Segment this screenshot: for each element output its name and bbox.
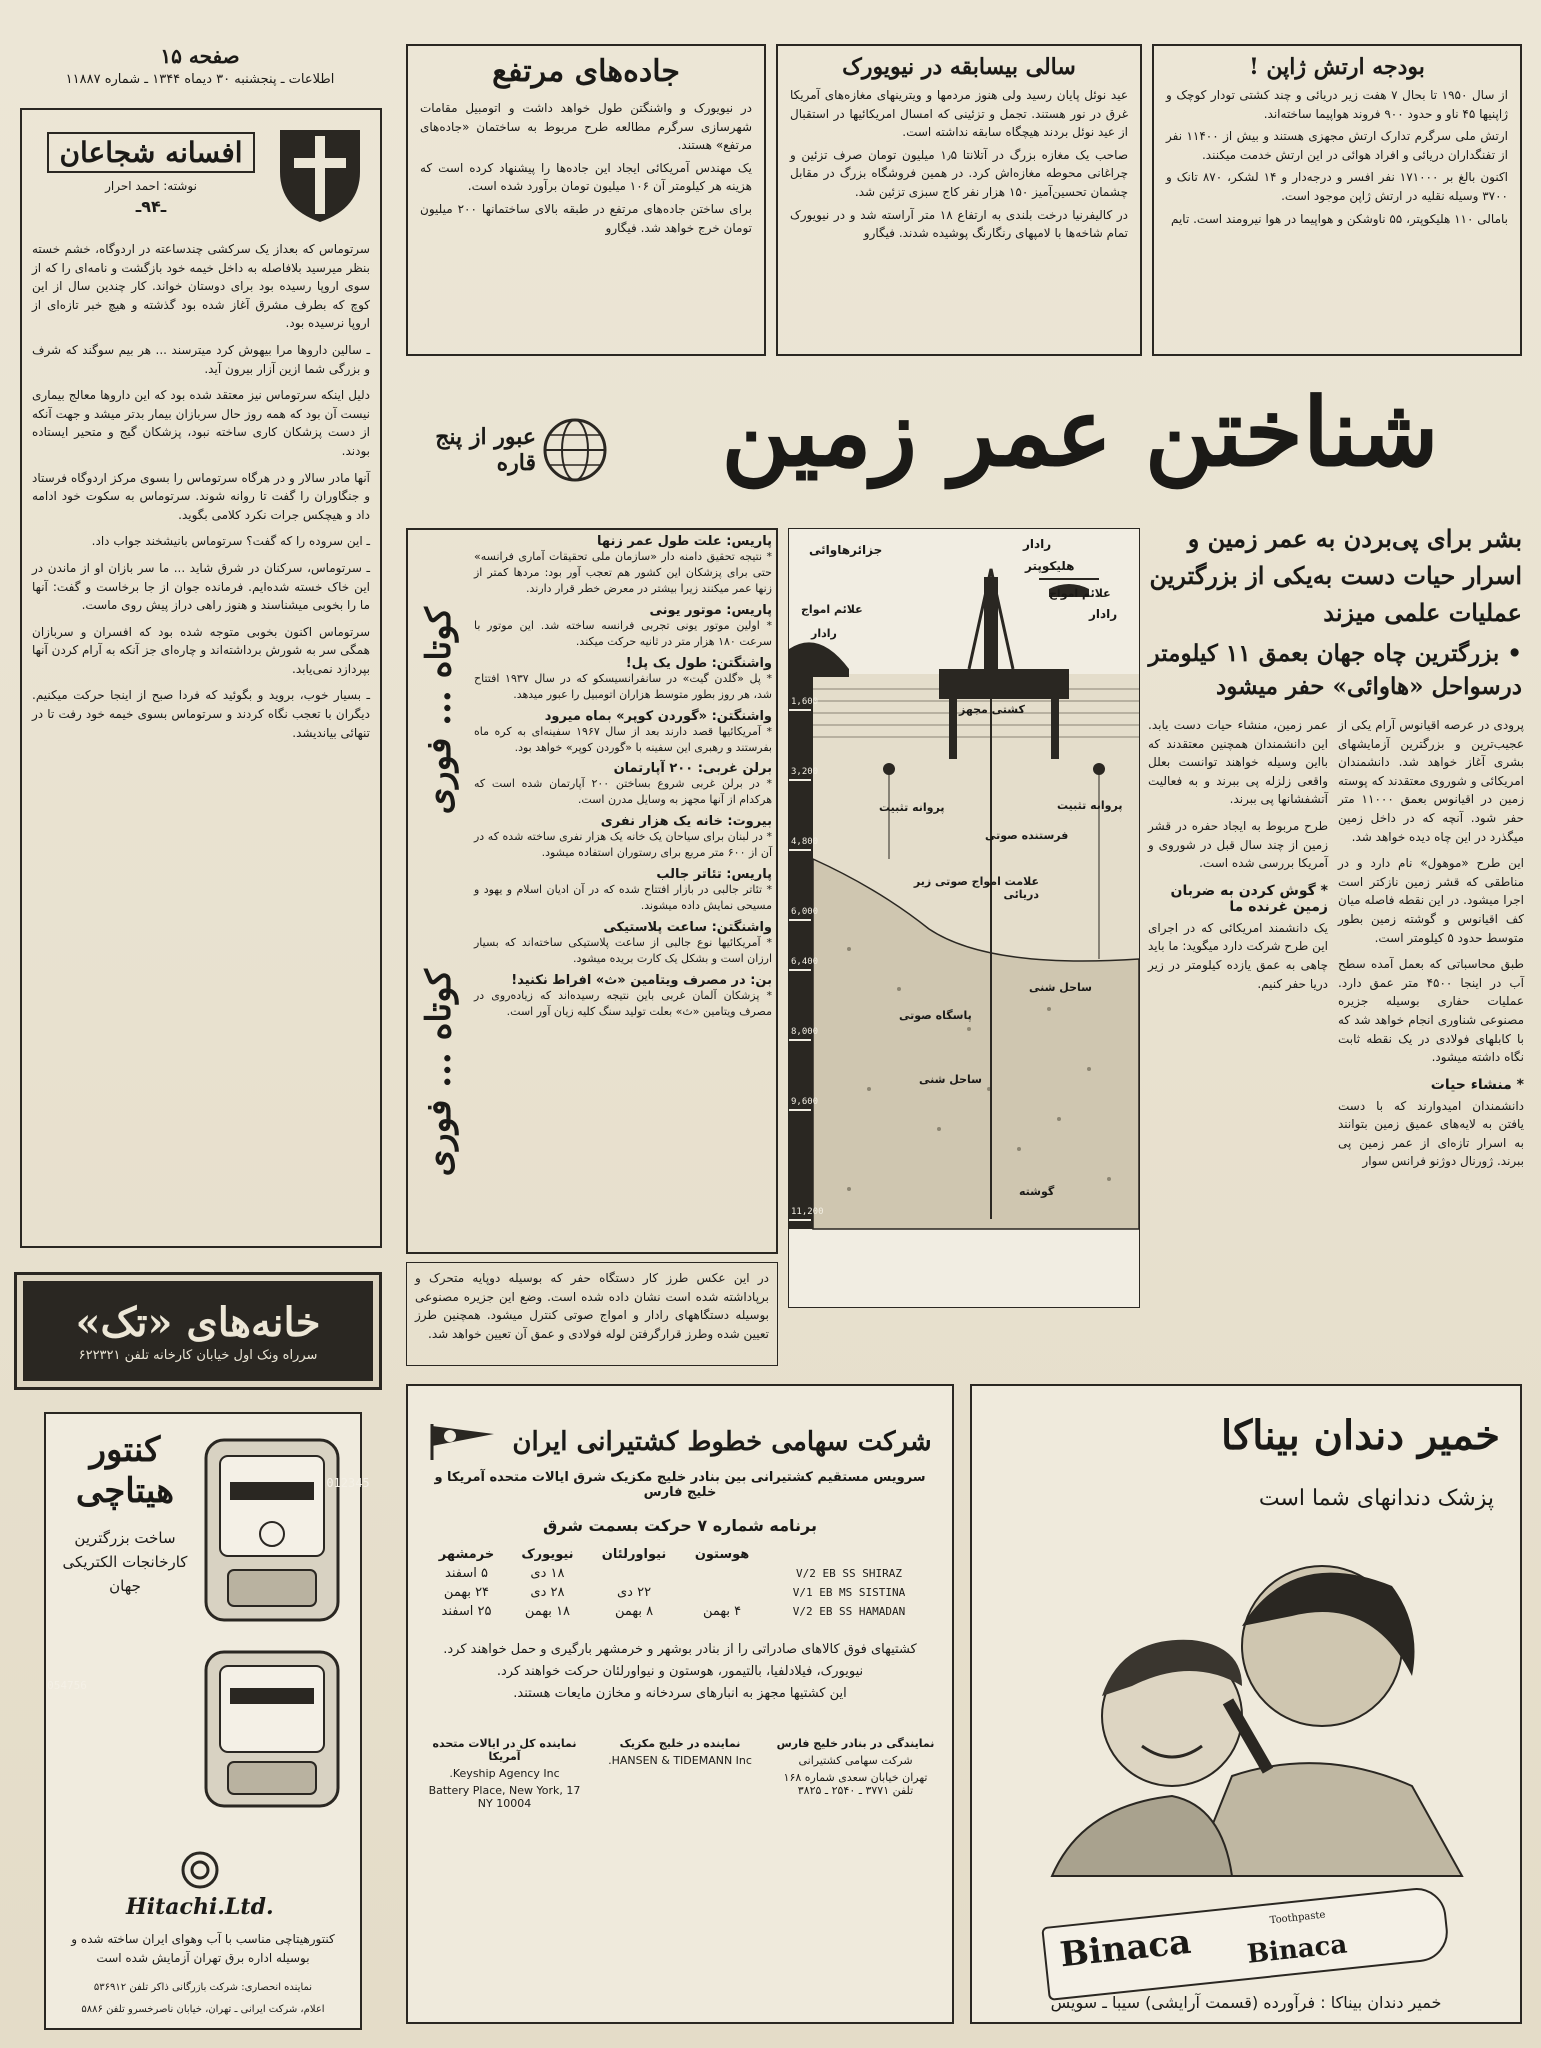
news-item <box>474 867 772 914</box>
schedule-col-header: نیواورلئان <box>601 1547 667 1562</box>
article-paragraph: طرح مربوط به ایجاد حفره در قشر زمین از چند سال قبل در شوروی و آمریکا بررسی شده است. <box>1148 818 1328 871</box>
article-paragraph: این طرح «موهول» نام دارد و در مناطقی که قشر زمین نازکتر است اجرا میشود. در این نقطه فاصله میان کف اقیانوس و گوشته زمین بطور متوسط حدود ۵ کیلومتر است. <box>1338 856 1524 945</box>
world-logo <box>420 400 610 500</box>
binaca-brand-1: Binaca <box>1058 1921 1193 1976</box>
news-text: * نتیجه تحقیق دامنه دار «سازمان ملی تحقیقات آماری فرانسه» حتی برای پزشکان این کشور هم تعجب آور بود: مردها کمتر از زنها عمر میکنند زیرا بیشتر در معرض خطر قرار دارند. <box>474 550 772 595</box>
schedule-row <box>425 1564 935 1583</box>
news-text: * پل «گلدن گیت» در سانفرانسیسکو که در سال ۱۹۳۷ افتتاح شد، هر روز بطور متوسط هزاران اتومبیل را عبور میدهد. <box>474 671 773 701</box>
schedule-date <box>681 1583 763 1602</box>
agent-detail: تهران خیابان سعدی شماره ۱۶۸ تلفن ۳۷۷۱ ـ ۲۵۴۰ ـ ۳۸۲۵ <box>783 1771 928 1798</box>
serial-episode: ـ۹۴ـ <box>135 197 167 216</box>
main-subhead-2: • بزرگترین چاه جهان بعمق ۱۱ کیلومتر <box>1148 639 1522 667</box>
newyork-article <box>776 44 1142 356</box>
article-title: جاده‌های مرتفع <box>492 54 680 89</box>
depth-label: 3,200 <box>791 767 819 777</box>
hitachi-agent: نماینده انحصاری: شرکت بازرگانی ذاکر تلفن ۵۳۶۹۱۲ <box>93 1982 313 1993</box>
shipping-program: برنامه شماره ۷ حرکت بسمت شرق <box>542 1516 817 1535</box>
article-paragraph: دانشمندان امیدوارند که با دست یافتن به لایه‌های عمیق زمین بتوانند به اسرار تازه‌ای از عمر زمین پی ببرند. ژورنال دوژنو فرانس سوار <box>1338 1098 1524 1169</box>
diagram-label: هلیکوپتر <box>1025 559 1075 573</box>
schedule-col-header: نیویورک <box>521 1547 574 1562</box>
news-city-heading: بیروت: خانه یک هزار نفری <box>600 814 772 830</box>
depth-label: 4,800 <box>791 837 819 847</box>
news-city-heading: پاریس: موتور یونی <box>649 602 772 618</box>
tak-ad-address: سرراه ونک اول خیابان کارخانه تلفن ۶۲۲۳۲۱ <box>78 1348 318 1363</box>
binaca-ad-title: خمیر دندان بیناکا <box>1221 1412 1500 1459</box>
meter-counter-2: 054756 <box>47 1679 87 1692</box>
diagram-label: علامت امواج صوتی زیر دریائی <box>913 875 1039 901</box>
world-title: عبور از پنج قاره <box>435 424 536 476</box>
ship-name: V/2 EB SS HAMADAN <box>792 1605 906 1618</box>
diagram-label: ساحل شنی <box>1029 981 1092 994</box>
page-number: صفحه ۱۵ <box>160 44 240 68</box>
tak-ad-inner <box>23 1281 373 1381</box>
news-item <box>474 656 772 703</box>
news-item <box>474 709 772 756</box>
short-news-box <box>406 528 778 1254</box>
depth-label: 6,400 <box>791 957 819 967</box>
diagram-label: ساحل شنی <box>919 1073 982 1086</box>
schedule-body <box>425 1564 935 1621</box>
shipping-note: این کشتیها مجهز به انبارهای سردخانه و مخازن مایعات هستند. <box>513 1686 847 1702</box>
shield-sword-icon <box>270 122 370 226</box>
news-text: * آمریکائیها قصد دارند بعد از سال ۱۹۶۷ سفینه‌ای به کره ماه بفرستند و رهبری این سفینه با «گوردن کوپر» خواهد بود. <box>474 724 772 754</box>
article-paragraph: در کالیفرنیا درخت بلندی به ارتفاع ۱۸ متر آراسته شد و در نیویورک تمام شاخه‌ها با لامپهای رنگارنگ پوشیده شدند. فیگارو <box>790 207 1128 241</box>
agent-name: Keyship Agency Inc. <box>449 1767 560 1781</box>
serial-paragraph: سرتوماس که بعداز یک سرکشی چندساعته در اردوگاه، خشم خسته بنظر میرسید بلافاصله به داخل خیمه خود بازگشت و نامه‌ای را که از سوی اروپا رسیده بود برای دوستان خواند. کار چندین سال از این کوچ که بطرف مشرق آغاز شده بود گذشته و هیچ خبر تازه‌ای از اروپا نرسیده بود. <box>32 242 370 331</box>
shipping-agents <box>408 1733 952 1810</box>
main-headline-block <box>640 378 1520 488</box>
main-subhead-origin: * منشاء حیات <box>1430 1076 1524 1093</box>
hitachi-logo-icon <box>180 1850 220 1890</box>
article-paragraph: ارتش ملی سرگرم تدارک ارتش مجهزی هستند و بیش از ۱۱۴۰۰ نفر از تفنگداران دریائی و افراد هوائی در این ارتش خدمت میکنند. <box>1166 129 1508 162</box>
article-title: سالی بیسابقه در نیویورک <box>842 54 1076 80</box>
schedule-date: ۱۸ بهمن <box>524 1604 571 1619</box>
article-paragraph: یک دانشمند امریکائی که در اجرای این طرح شرکت دارد میگوید: ما باید چاهی به عمق یازده کیلومتر در زیر دریا حفر کنیم. <box>1148 920 1328 991</box>
news-text: * تئاتر جالبی در بازار افتتاح شده که در آن ادیان اسلام و یهود و مسیحی نمایش داده میشوند. <box>474 883 772 913</box>
diagram-label: گوشته <box>1019 1185 1055 1198</box>
article-title: بودجه ارتش ژاپن ! <box>1249 54 1425 80</box>
agent-label: نماینده کل در ایالات متحده آمریکا <box>432 1737 577 1764</box>
news-item <box>474 973 772 1020</box>
ship-name: V/1 EB MS SISTINA <box>792 1586 906 1599</box>
schedule-date: ۲۴ بهمن <box>443 1585 490 1600</box>
schedule-date: ۸ بهمن <box>614 1604 654 1619</box>
vertical-banner: کوتاه ... فوری <box>419 969 459 1177</box>
serial-paragraph: دلیل اینکه سرتوماس نیز معتقد شده بود که این داروها معالج بیماری نیست آن بود که همه روز حال سربازان بیمار بدتر میشد و جهت آنکه از دست پزشکان کاری ساخته نبود، پزشکان گیج و متحیر ایستاده بودند. <box>32 388 370 458</box>
agent-name: HANSEN & TIDEMANN Inc. <box>608 1754 752 1768</box>
shipping-ad-subtitle: سرویس مستقیم کشتیرانی بین بنادر خلیج مکزیک شرق ایالات متحده آمریکا و خلیج فارس <box>434 1470 926 1500</box>
short-news-list <box>474 534 772 1026</box>
diagram-label: رادار <box>1023 537 1052 551</box>
ship-name: V/2 EB SS SHIRAZ <box>796 1567 902 1580</box>
news-city-heading: واشنگتن: طول یک پل! <box>625 655 772 671</box>
depth-label: 8,000 <box>791 1027 819 1037</box>
agent-label: نماینده در خلیج مکزیک <box>619 1737 741 1751</box>
diagram-caption: در این عکس طرز کار دستگاه حفر که بوسیله دوپایه متحرک و برپاداشته شده است نشان داده شده است. وضع این جزیره مصنوعی بوسیله دستگاههای رادار و امواج صوتی کنترل میشود. همچنین طرز تعیین شده وطرز قرارگرفتن لوله فولادی و عمق آن تعیین خواهد شد. <box>415 1271 769 1341</box>
main-subhead-3: درسواحل «هاوائی» حفر میشود <box>1216 672 1522 700</box>
schedule-date: ۲۲ دی <box>617 1585 652 1600</box>
electric-meter-icon <box>198 1430 346 1630</box>
news-item <box>474 814 772 861</box>
main-subhead-1: بشر برای پی‌بردن به عمر زمین و اسرار حیات دست به‌یکی از بزرگترین عملیات علمی میزند <box>1149 524 1522 628</box>
mother-child-illustration <box>992 1536 1492 1876</box>
article-paragraph: از سال ۱۹۵۰ تا بحال ۷ هفت زیر دریائی و چند کشتی تودار کوچک و ژاپنیها ۴۵ ناو و حدود ۹۰۰ فروند هواپیما ساخته‌اند. <box>1166 88 1509 121</box>
hitachi-ad-title: کنتور هیتاچی <box>75 1430 175 1511</box>
news-city-heading: پاریس: تئاتر جالب <box>656 867 772 883</box>
hitachi-ad-subtitle: ساخت بزرگترین کارخانجات الکتریکی جهان <box>62 1528 188 1595</box>
company-flag-icon <box>428 1422 498 1462</box>
tube-label: Toothpaste <box>1269 1909 1326 1927</box>
binaca-ad-tagline: پزشک دندانهای شما است <box>1258 1486 1494 1511</box>
hitachi-brand: Hitachi.Ltd. <box>126 1894 274 1920</box>
agent-block <box>598 1733 763 1810</box>
news-item <box>474 603 772 650</box>
schedule-header-row <box>425 1545 935 1564</box>
diagram-label: جزائرهاوائی <box>809 543 883 557</box>
schedule-date: ۵ اسفند <box>445 1566 488 1581</box>
diagram-label: رادار <box>1089 607 1118 621</box>
serial-paragraph: ـ سرتوماس، سرکنان در شرق شاید ... ما سر بازان او از ماندن در این خاک خسته شده‌ایم. فرمانده جوان از جا برخاست و گفت: آنها ما را بخوبی میشناسند و هنوز راهی دراز پیش روی ماست. <box>32 560 370 613</box>
diagram-label: پروانه تثبیت <box>879 801 945 814</box>
agent-label: نمایندگی در بنادر خلیج فارس <box>776 1737 935 1751</box>
hitachi-agent-2: اعلام، شرکت ایرانی ـ تهران، خیابان ناصرخسرو تلفن ۵۸۸۶ <box>81 2004 325 2015</box>
schedule-date: ۴ بهمن <box>703 1604 742 1619</box>
news-city-heading: پاریس: علت طول عمر زنها <box>597 534 772 549</box>
schedule-date: ۲۸ دی <box>530 1585 565 1600</box>
diagram-caption-box <box>406 1262 778 1366</box>
diagram-label: علائم امواج <box>1049 587 1111 600</box>
schedule-table <box>425 1545 935 1621</box>
meter-counter-1: 012345 <box>326 1476 370 1490</box>
article-paragraph: صاحب یک مغازه بزرگ در آتلانتا ۱٫۵ میلیون تومان صرف تزئین و چراغانی محوطه مغازه‌اش کرد. در همین فروشگاه بزرگ در مقابل چشمان تحسین‌آمیز ۱۵۰ هزار نفر کاج سبزی تزئین شد. <box>790 147 1129 199</box>
news-item <box>474 761 772 808</box>
binaca-footer: خمیر دندان بیناکا : فرآورده (قسمت آرایشی) سیبا ـ سویس <box>1050 1993 1442 2012</box>
hitachi-tagline: کنتورهیتاچی مناسب با آب وهوای ایران ساخته شده و بوسیله اداره برق تهران آزمایش شده است <box>71 1932 335 1966</box>
article-paragraph: یک مهندس آمریکائی ایجاد این جاده‌ها را پیشنهاد کرده است که هزینه هر کیلومتر آن ۱۰۶ میلیون تومان برآورد شده است. <box>420 160 752 194</box>
drilling-diagram <box>788 528 1140 1308</box>
news-item <box>474 534 772 597</box>
news-city-heading: واشنگتن: ساعت پلاستیکی <box>603 920 772 936</box>
elevated-roads-article <box>406 44 766 356</box>
article-paragraph: در نیویورک و واشنگتن طول خواهد داشت و اتومبیل مقامات شهرسازی سرگرم مطالعه طرح مربوط به ساختمان «جاده‌های مرتفع» هستند. <box>420 101 752 153</box>
short-news-vertical <box>408 530 470 1254</box>
serial-paragraph: ـ این سروده را که گفت؟ سرتوماس بانیشخند جواب داد. <box>91 534 370 549</box>
article-paragraph: عمر زمین، منشاء حیات دست یابد. این دانشمندان همچنین معتقدند که بااین وسیله خواهند توانست بعلل واقعی زلزله پی ببرند و به فعالیت آتشفشانها پی ببرند. <box>1148 718 1328 807</box>
serial-author: نوشته: احمد احرار <box>105 179 197 193</box>
news-text: * آمریکائیها نوع جالبی از ساعت پلاستیکی ساخته‌اند که بسیار ارزان است و بشکل یک کارت بریده میشود. <box>474 936 772 965</box>
schedule-date <box>587 1564 681 1583</box>
diagram-label: پروانه تثبیت <box>1057 799 1123 812</box>
schedule-row <box>425 1602 935 1621</box>
japan-budget-article <box>1152 44 1522 356</box>
page-header <box>20 44 380 87</box>
vertical-banner: کوتاه ... فوری <box>419 607 459 815</box>
tak-ad-title: خانه‌های «تک» <box>75 1299 321 1346</box>
article-paragraph: طبق محاسباتی که بعمل آمده سطح آب در اینجا ۴۵۰۰ متر عمق دارد. عملیات حفاری بوسیله جزیره مصنوعی شناوری انجام خواهد شد که با کابلهای فولادی در یک نقطه ثابت نگاه داشته میشود. <box>1338 957 1524 1065</box>
diagram-label: پاسگاه صوتی <box>899 1009 972 1022</box>
serial-story <box>20 108 382 1248</box>
news-text: * اولین موتور یونی تجربی فرانسه ساخته شد. این موتور با سرعت ۱۸۰ هزار متر در ثانیه حرکت میکند. <box>474 618 772 648</box>
article-paragraph: عید نوئل پایان رسید ولی هنوز مردمها و ویترینهای مغازه‌های آمریکا غرق در نور هستند. تجمل و تزئینی که امسال امریکائیها در استقبال از عید نوئل بردند هیچگاه سابقه نداشته است. <box>790 88 1128 140</box>
diagram-label: فرستنده صوتی <box>985 829 1069 842</box>
news-city-heading: واشنگتن: «گوردن کوپر» بماه میرود <box>544 708 772 724</box>
shipping-note: نیویورک، فیلادلفیا، بالتیمور، هوستون و نیواورلئان حرکت خواهند کرد. <box>496 1664 864 1680</box>
main-column-left <box>1148 716 1328 993</box>
schedule-col-header: خرمشهر <box>438 1547 495 1562</box>
news-item <box>474 920 772 967</box>
shipping-ad-title: شرکت سهامی خطوط کشتیرانی ایران <box>512 1427 932 1457</box>
news-city-heading: بن: در مصرف ویتامین «ث» افراط نکنید! <box>511 972 772 988</box>
tak-houses-ad <box>14 1272 382 1390</box>
article-paragraph: پرودی در عرصه اقیانوس آرام یکی از عجیب‌ترین و بزرگترین آزمایشهای بشری آغاز خواهد شد. دانشمندان امریکائی و شوروی معتقدند که پوسته زمین در اقیانوس بعمق ۱۱۰۰۰ متر حفر شود. آنچه که در داخل زمین میگذرد در این چاه دیده خواهد شد. <box>1338 718 1525 844</box>
diagram-label: کشتی مجهز <box>959 703 1025 716</box>
news-text: * در برلن غربی شروع بساختن ۲۰۰ آپارتمان شده است که هرکدام از آنها مجهز به وسایل مدرن است. <box>474 777 772 807</box>
agent-detail: 17 Battery Place, New York, NY 10004 <box>428 1784 581 1811</box>
main-column-right <box>1338 716 1524 1171</box>
schedule-col-header: هوستون <box>694 1547 750 1562</box>
diagram-label: علائم امواج <box>801 603 863 616</box>
shipping-line-ad <box>406 1384 954 2024</box>
depth-label: 11,200 <box>791 1207 824 1217</box>
agent-block <box>422 1733 587 1810</box>
binaca-ad <box>970 1384 1522 2024</box>
serial-header <box>32 118 370 230</box>
serial-title: افسانه شجاعان <box>47 132 254 173</box>
main-subhead-pulse: * گوش کردن به ضربان زمین غرنده ما <box>1170 882 1328 915</box>
article-paragraph: اکنون بالغ بر ۱۷۱۰۰۰ نفر افسر و درجه‌دار و ۱۴ لشکر، ۸۷۰ تانک و ۳۷۰۰ وسیله نقلیه در ارتش ژاپن موجود است. <box>1166 170 1508 203</box>
news-text: * در لبنان برای سیاحان یک خانه یک هزار نفری ساخته شده که در آن از ۶۰۰ متر مربع برای رستوران استفاده میشود. <box>474 830 772 860</box>
hitachi-ad <box>44 1412 370 2030</box>
schedule-date: ۲۵ اسفند <box>441 1604 492 1619</box>
main-subheads <box>1146 520 1522 700</box>
serial-paragraph: ـ بسیار خوب، بروید و بگوئید که فردا صبح از اینجا حرکت میکنیم. دیگران با تعجب نگاه کردند و سرتوماس بسوی خیمه خود رفت تا در تنهائی بیاندیشد. <box>32 688 370 740</box>
schedule-row <box>425 1583 935 1602</box>
serial-paragraph: آنها مادر سالار و در هرگاه سرتوماس را بسوی مرکز اردوگاه فرستاد و جنگاوران را گفت تا روانه شوند. سرتوماس به سکوت خود ادامه داد و هیچکس جرات نکرد کلامی بگوید. <box>32 470 370 522</box>
depth-label: 9,600 <box>791 1097 819 1107</box>
dateline: اطلاعات ـ پنجشنبه ۳۰ دیماه ۱۳۴۴ ـ شماره ۱۱۸۸۷ <box>65 72 335 87</box>
shipping-note: کشتیهای فوق کالاهای صادراتی را از بنادر بوشهر و خرمشهر بارگیری و حمل خواهند کرد. <box>443 1642 917 1657</box>
serial-paragraph: سرتوماس اکنون بخوبی متوجه شده بود که افسران و سربازان همگی سر به شورش برداشته‌اند و چاره‌ای جز آنکه به آرام کردن آنها بپردازد نمی‌یابد. <box>31 624 370 676</box>
news-city-heading: برلن غربی: ۲۰۰ آپارتمان <box>613 761 772 777</box>
depth-label: 6,000 <box>791 907 819 917</box>
article-paragraph: بامالی ۱۱۰ هلیکوپتر، ۵۵ ناوشکن و هواپیما در هوا نیرومند است. تایم <box>1170 211 1508 226</box>
serial-paragraph: ـ سالین داروها مرا بیهوش کرد میترسند ... هر بیم سوگند که شرف و بزرگی شما ازین آزار بیرون آید. <box>32 342 370 376</box>
depth-label: 1,600 <box>791 697 819 707</box>
article-paragraph: برای ساختن جاده‌های مرتفع در طبقه بالای ساختمانها ۲۰۰ میلیون تومان خرج خواهد شد. فیگارو <box>420 201 752 235</box>
toothpaste-tube <box>1041 1885 1451 2001</box>
binaca-brand-2: Binaca <box>1245 1929 1349 1970</box>
globe-icon <box>540 415 610 485</box>
agent-block <box>773 1733 938 1810</box>
news-text: * پزشکان آلمان غربی باین نتیجه رسیده‌اند که زیاده‌روی در مصرف ویتامین «ث» بعلت تولید سنگ کلیه زیان آور است. <box>474 988 772 1018</box>
diagram-label: رادار <box>811 627 837 640</box>
electric-meter-icon <box>198 1644 346 1814</box>
schedule-date <box>681 1564 763 1583</box>
schedule-date: ۱۸ دی <box>530 1566 565 1581</box>
agent-name: شرکت سهامی کشتیرانی <box>798 1754 913 1768</box>
main-headline: شناختن عمر زمین <box>721 378 1439 488</box>
